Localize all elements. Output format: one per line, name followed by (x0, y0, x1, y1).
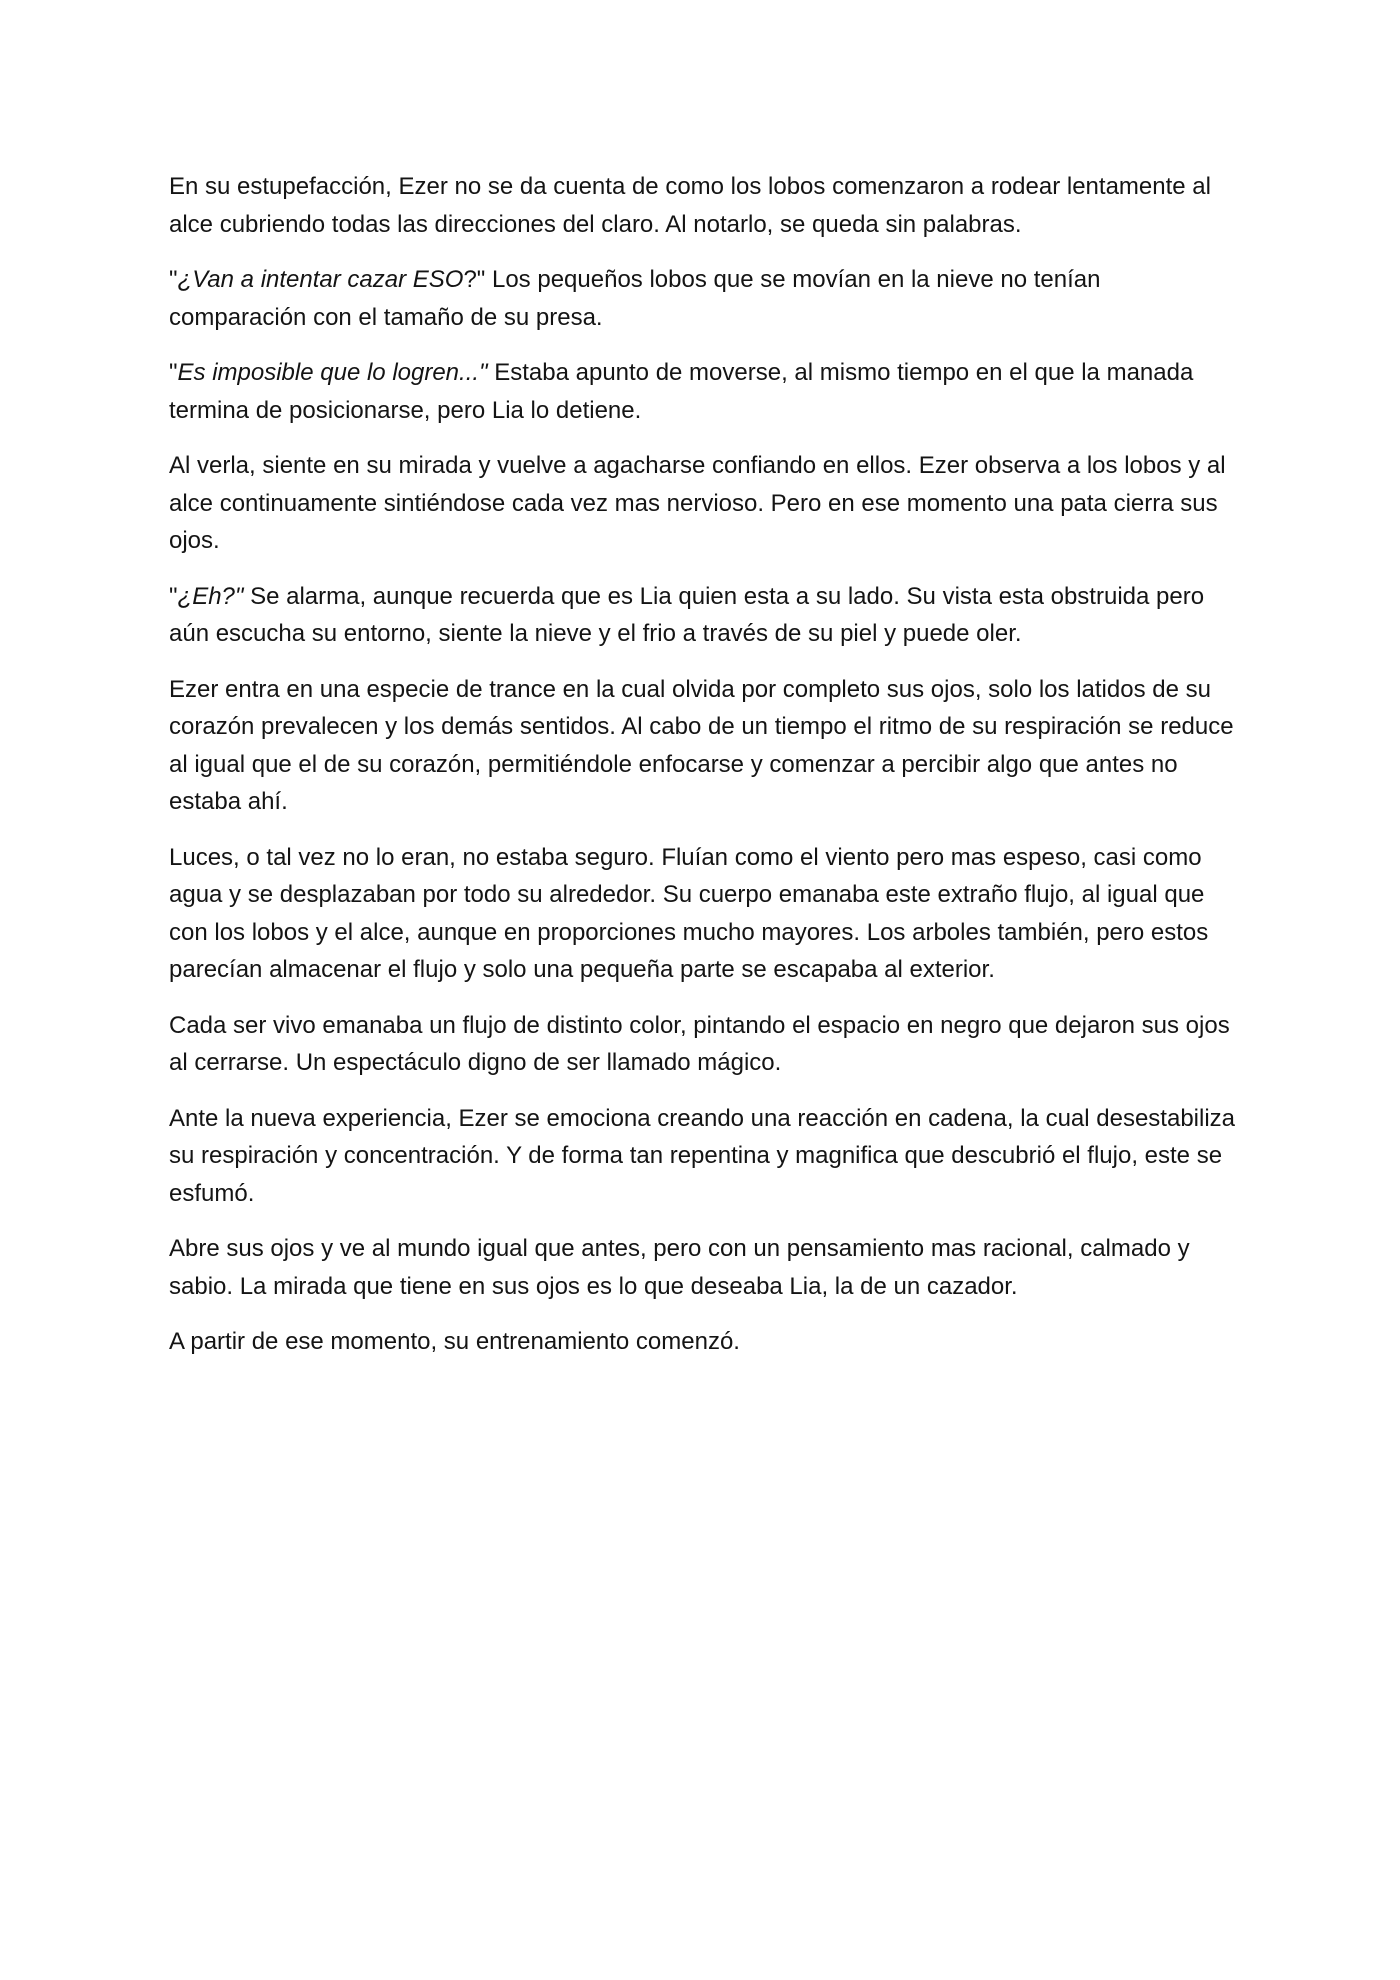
paragraph-text: Se alarma, aunque recuerda que es Lia quien esta a su lado. Su vista esta obstruida pero aún escucha su entorno, siente la nieve y el frio a través de su piel y puede oler. (169, 582, 1205, 647)
paragraph-2 (169, 261, 1239, 336)
paragraph-text: Al verla, siente en su mirada y vuelve a agacharse confiando en ellos. Ezer observa a los lobos y al alce continuamente sintiéndose cada vez mas nervioso. Pero en ese momento una pata cierra sus ojos. (169, 452, 1226, 554)
paragraph-9 (169, 1100, 1239, 1213)
paragraph-text: En su estupefacción, Ezer no se da cuenta de como los lobos comenzaron a rodear lentamente al alce cubriendo todas las direcciones del claro. Al notarlo, se queda sin palabras. (169, 173, 1211, 238)
paragraph-8 (169, 1007, 1239, 1082)
paragraph-text: Ezer entra en una especie de trance en la cual olvida por completo sus ojos, solo los latidos de su corazón prevalecen y los demás sentidos. Al cabo de un tiempo el ritmo de su respiración se reduce al igual que el de su corazón, permitiéndole enfocarse y comenzar a percibir algo que antes no estaba ahí. (169, 675, 1234, 815)
paragraph-text: Estaba apunto de moverse, al mismo tiempo en el que la manada termina de posicionarse, pero Lia lo detiene. (169, 359, 1194, 424)
paragraph-italic-text: ¿Eh?" (177, 582, 244, 610)
paragraph-text: ?" Los pequeños lobos que se movían en la nieve no tenían comparación con el tamaño de su presa. (169, 266, 1101, 331)
paragraph-11 (169, 1323, 1239, 1361)
paragraph-3 (169, 354, 1239, 429)
paragraph-10 (169, 1230, 1239, 1305)
paragraph-text: Ante la nueva experiencia, Ezer se emociona creando una reacción en cadena, la cual desestabiliza su respiración y concentración. Y de forma tan repentina y magnifica que descubrió el flujo, este se esfumó. (169, 1104, 1236, 1207)
paragraph-7 (169, 839, 1239, 989)
paragraph-text: A partir de ese momento, su entrenamiento comenzó. (169, 1328, 740, 1355)
paragraph-text: Luces, o tal vez no lo eran, no estaba seguro. Fluían como el viento pero mas espeso, casi como agua y se desplazaban por todo su alrededor. Su cuerpo emanaba este extraño flujo, al igual que con los lobos y el alce, aunque en proporciones mucho mayores. Los arboles también, pero estos parecían almacenar el flujo y solo una pequeña parte se escapaba al exterior. (169, 843, 1209, 983)
document-page (169, 168, 1239, 1379)
paragraph-italic-text: ¿Van a intentar cazar ESO (177, 266, 464, 293)
paragraph-4 (169, 447, 1239, 560)
paragraph-italic-text: Es imposible que lo logren..." (177, 359, 488, 386)
paragraph-1 (169, 168, 1239, 243)
paragraph-5 (169, 578, 1239, 653)
paragraph-6 (169, 671, 1239, 821)
paragraph-text: " (169, 266, 178, 293)
paragraph-text: " (169, 582, 178, 610)
paragraph-text: " (169, 359, 178, 386)
paragraph-text: Abre sus ojos y ve al mundo igual que antes, pero con un pensamiento mas racional, calmado y sabio. La mirada que tiene en sus ojos es lo que deseaba Lia, la de un cazador. (169, 1235, 1190, 1300)
paragraph-text: Cada ser vivo emanaba un flujo de distinto color, pintando el espacio en negro que dejaron sus ojos al cerrarse. Un espectáculo digno de ser llamado mágico. (169, 1011, 1230, 1076)
